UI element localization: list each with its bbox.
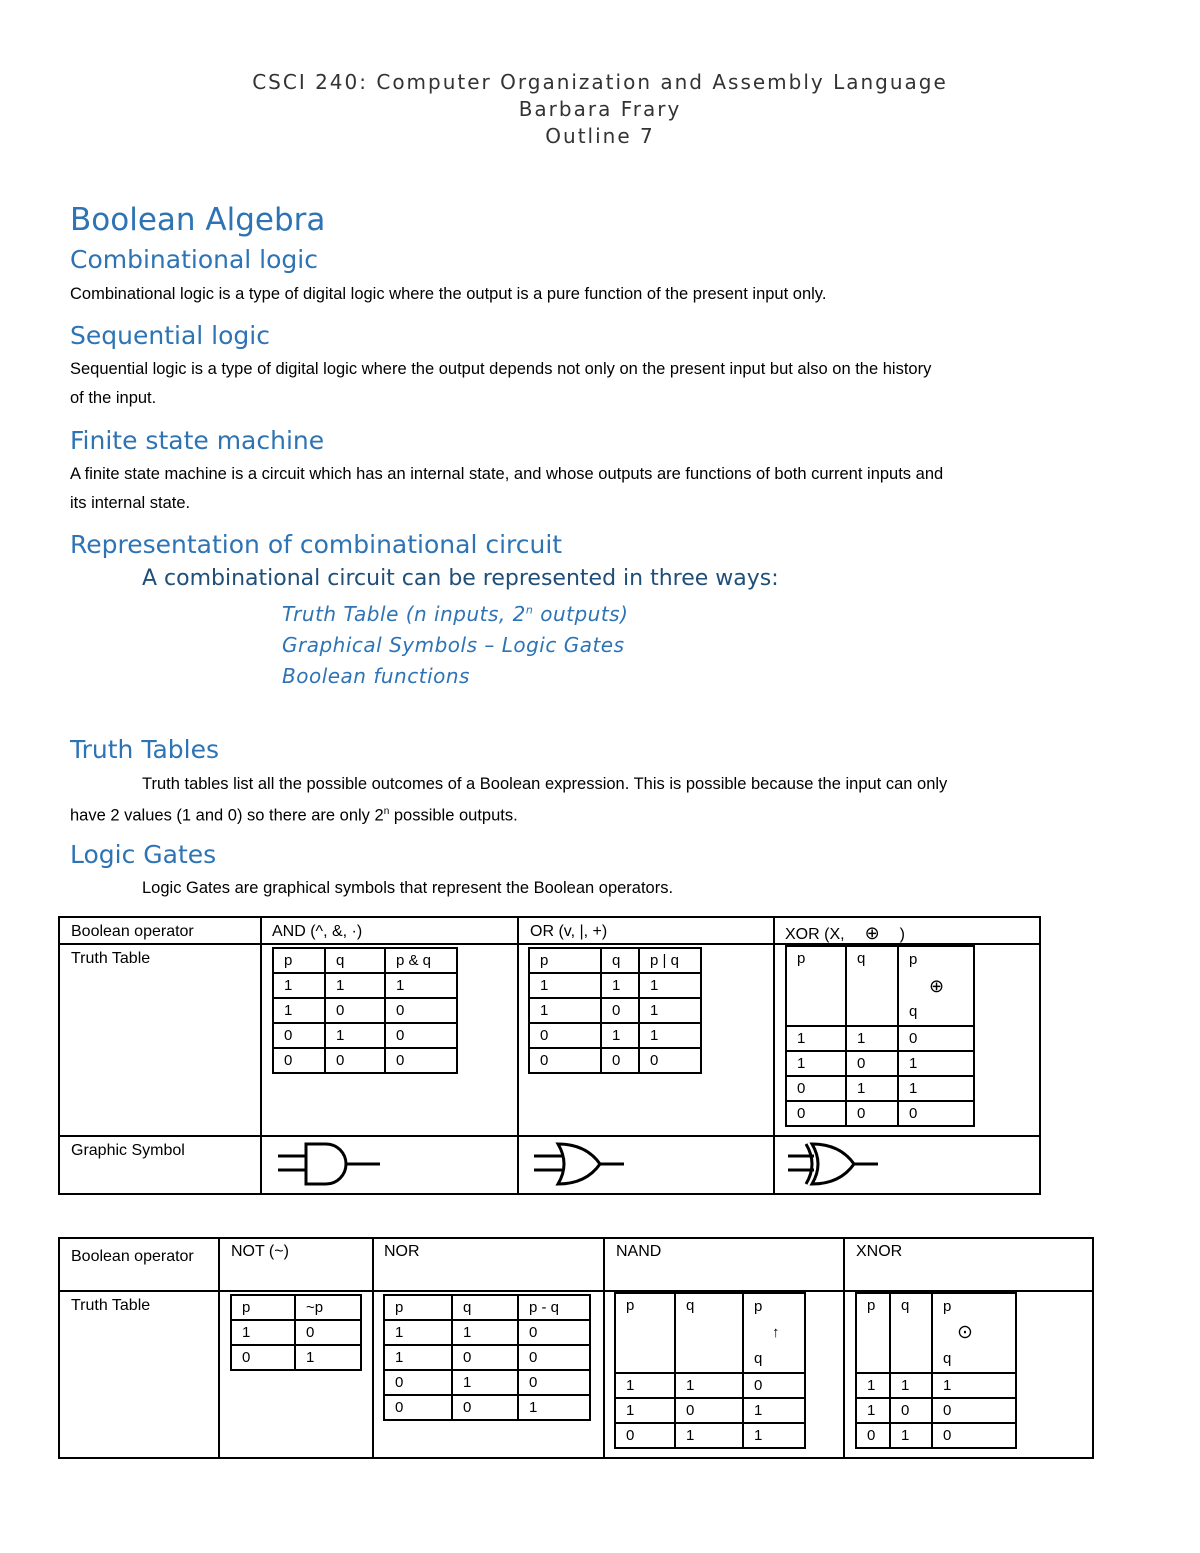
cell: 1 <box>529 973 601 998</box>
cell: 1 <box>452 1320 518 1345</box>
cell: 0 <box>385 1023 457 1048</box>
cell: 0 <box>385 998 457 1023</box>
table-row <box>384 1395 590 1420</box>
xor-table-symbol: ⊕ <box>929 976 945 996</box>
tt-text-b: possible outputs. <box>389 806 518 825</box>
representation-item-truth-table <box>282 602 628 626</box>
cell: 1 <box>898 1076 974 1101</box>
cell: 0 <box>295 1320 361 1345</box>
cell: 0 <box>529 1023 601 1048</box>
cell-stacked <box>743 1293 805 1373</box>
cell: 0 <box>639 1048 701 1073</box>
heading-logic-gates: Logic Gates <box>70 840 217 869</box>
cell: p & q <box>385 948 457 973</box>
cell: 0 <box>452 1395 518 1420</box>
table-row <box>529 948 701 973</box>
cell: p <box>615 1293 675 1373</box>
table-row <box>786 1076 974 1101</box>
cell: 1 <box>743 1398 805 1423</box>
xnor-symbol: ⊙ <box>957 1322 973 1343</box>
cell: 1 <box>856 1373 890 1398</box>
cell: 1 <box>615 1398 675 1423</box>
cell: 1 <box>384 1345 452 1370</box>
cell: p <box>384 1295 452 1320</box>
and-label: AND (^, &, ·) <box>272 923 363 940</box>
table-row <box>273 973 457 998</box>
cell: 1 <box>786 1026 846 1051</box>
xor-label <box>785 923 905 944</box>
cell: 1 <box>273 973 325 998</box>
cell: 1 <box>675 1373 743 1398</box>
cell: 0 <box>898 1026 974 1051</box>
nand-arrow-symbol: ↑ <box>772 1324 780 1341</box>
course-title: CSCI 240: Computer Organization and Assembly Language <box>252 70 948 94</box>
item1-text-a: Truth Table (n inputs, 2 <box>282 602 526 626</box>
head-p: p <box>909 951 918 968</box>
cell: 1 <box>890 1423 932 1448</box>
table-row <box>231 1295 361 1320</box>
t1-label-truth-table: Truth Table <box>71 950 151 967</box>
cell: 0 <box>384 1370 452 1395</box>
nor-label: NOR <box>384 1243 420 1260</box>
cell: 0 <box>273 1023 325 1048</box>
sequential-text-2: of the input. <box>70 389 157 407</box>
not-truth-table <box>230 1294 362 1371</box>
cell: 0 <box>231 1345 295 1370</box>
representation-item-functions: Boolean functions <box>282 664 470 688</box>
cell: 0 <box>529 1048 601 1073</box>
cell: 0 <box>601 1048 639 1073</box>
cell: 0 <box>786 1076 846 1101</box>
cell: 1 <box>231 1320 295 1345</box>
cell: 0 <box>385 1048 457 1073</box>
cell: p <box>273 948 325 973</box>
nand-truth-table <box>614 1292 806 1449</box>
heading-sequential: Sequential logic <box>70 321 270 350</box>
t1-divider-2 <box>517 916 519 1193</box>
cell: q <box>846 946 898 1026</box>
cell: p | q <box>639 948 701 973</box>
cell: p <box>786 946 846 1026</box>
nand-label: NAND <box>616 1243 662 1260</box>
cell: 0 <box>743 1373 805 1398</box>
t2-divider-2 <box>372 1237 374 1457</box>
cell-stacked <box>898 946 974 1026</box>
table-row <box>529 1023 701 1048</box>
xor-gate-icon <box>786 1140 886 1190</box>
and-gate-icon <box>278 1140 388 1190</box>
or-gate-icon <box>532 1140 632 1190</box>
cell: 1 <box>273 998 325 1023</box>
table-row <box>856 1423 1016 1448</box>
cell: 1 <box>325 973 385 998</box>
heading-representation: Representation of combinational circuit <box>70 530 563 559</box>
cell: 1 <box>890 1373 932 1398</box>
cell: 1 <box>325 1023 385 1048</box>
cell: 1 <box>295 1345 361 1370</box>
table-row <box>273 1048 457 1073</box>
xor-symbol: ⊕ <box>864 923 880 943</box>
cell: 0 <box>615 1423 675 1448</box>
t1-label-graphic: Graphic Symbol <box>71 1142 185 1159</box>
head-p: p <box>754 1298 763 1315</box>
cell: 1 <box>529 998 601 1023</box>
cell: ~p <box>295 1295 361 1320</box>
t1-divider-1 <box>260 916 262 1193</box>
cell: 1 <box>786 1051 846 1076</box>
not-label: NOT (~) <box>231 1243 289 1260</box>
table-row <box>273 948 457 973</box>
xor-label-b: ) <box>899 926 905 943</box>
nor-truth-table <box>383 1294 591 1421</box>
table-row <box>231 1345 361 1370</box>
xnor-truth-table <box>855 1292 1017 1449</box>
and-truth-table <box>272 947 458 1074</box>
table-row <box>615 1293 805 1373</box>
t1-divider-3 <box>773 916 775 1193</box>
table-row <box>786 1051 974 1076</box>
t2-divider-1 <box>218 1237 220 1457</box>
t1-label-operator: Boolean operator <box>71 923 194 940</box>
tt-text-a: have 2 values (1 and 0) so there are only 2 <box>70 806 384 825</box>
cell: 1 <box>898 1051 974 1076</box>
cell: 0 <box>932 1398 1016 1423</box>
table-row <box>384 1320 590 1345</box>
head-q: q <box>909 1003 918 1020</box>
cell: 0 <box>898 1101 974 1126</box>
cell: 0 <box>856 1423 890 1448</box>
table-row <box>856 1293 1016 1373</box>
fsm-text-2: its internal state. <box>70 494 191 512</box>
cell: 1 <box>639 998 701 1023</box>
cell: 0 <box>786 1101 846 1126</box>
item1-text-b: outputs) <box>533 602 629 626</box>
head-p: p <box>943 1298 952 1315</box>
table-row <box>273 1023 457 1048</box>
outline-label: Outline 7 <box>545 124 655 148</box>
cell: 0 <box>518 1345 590 1370</box>
cell: 1 <box>932 1373 1016 1398</box>
cell: 0 <box>325 1048 385 1073</box>
cell: 1 <box>518 1395 590 1420</box>
cell: 0 <box>601 998 639 1023</box>
sequential-text-1: Sequential logic is a type of digital logic where the output depends not only on the present input but also on the history <box>70 360 932 378</box>
t2-label-truth-table: Truth Table <box>71 1297 151 1314</box>
cell: 0 <box>273 1048 325 1073</box>
cell-stacked <box>932 1293 1016 1373</box>
table-row <box>615 1373 805 1398</box>
table-row <box>529 973 701 998</box>
cell: 0 <box>932 1423 1016 1448</box>
heading-truth-tables: Truth Tables <box>70 735 219 764</box>
item1-sup: n <box>525 603 534 617</box>
logic-gates-text: Logic Gates are graphical symbols that represent the Boolean operators. <box>142 879 674 897</box>
xor-truth-table <box>785 945 975 1127</box>
head-q: q <box>943 1350 952 1367</box>
table-row <box>615 1423 805 1448</box>
cell: 0 <box>846 1051 898 1076</box>
cell: 1 <box>846 1076 898 1101</box>
cell: 1 <box>856 1398 890 1423</box>
table-row <box>384 1345 590 1370</box>
truth-tables-text-2 <box>70 798 1140 830</box>
cell: q <box>452 1295 518 1320</box>
cell: p <box>529 948 601 973</box>
cell: 1 <box>452 1370 518 1395</box>
table-row <box>384 1370 590 1395</box>
table-row <box>384 1295 590 1320</box>
cell: 0 <box>384 1395 452 1420</box>
table-row <box>529 1048 701 1073</box>
table-row <box>786 1101 974 1126</box>
cell: 0 <box>518 1370 590 1395</box>
head-q: q <box>754 1350 763 1367</box>
t1-hline-2 <box>58 1135 1039 1137</box>
cell: 0 <box>325 998 385 1023</box>
table-row <box>856 1398 1016 1423</box>
combinational-text: Combinational logic is a type of digital logic where the output is a pure function of the present input only. <box>70 285 827 303</box>
heading-combinational: Combinational logic <box>70 245 318 274</box>
cell: p - q <box>518 1295 590 1320</box>
cell: q <box>890 1293 932 1373</box>
table-row <box>529 998 701 1023</box>
author-name: Barbara Frary <box>518 97 682 121</box>
fsm-text-1: A finite state machine is a circuit which has an internal state, and whose outputs are functions of both current inputs and <box>70 465 944 483</box>
xor-label-a: XOR (X, <box>785 926 845 943</box>
cell: q <box>325 948 385 973</box>
page-title: Boolean Algebra <box>70 202 326 238</box>
cell: 1 <box>846 1026 898 1051</box>
cell: 1 <box>639 973 701 998</box>
or-truth-table <box>528 947 702 1074</box>
xnor-label: XNOR <box>856 1243 903 1260</box>
or-label: OR (v, |, +) <box>530 923 608 940</box>
cell: 1 <box>743 1423 805 1448</box>
cell: q <box>601 948 639 973</box>
cell: 0 <box>518 1320 590 1345</box>
cell: 1 <box>601 973 639 998</box>
cell: 0 <box>675 1398 743 1423</box>
t2-divider-3 <box>603 1237 605 1457</box>
cell: 1 <box>615 1373 675 1398</box>
table-row <box>856 1373 1016 1398</box>
heading-fsm: Finite state machine <box>70 426 325 455</box>
table-row <box>786 1026 974 1051</box>
representation-sub: A combinational circuit can be represented in three ways: <box>142 566 779 591</box>
cell: q <box>675 1293 743 1373</box>
table-row <box>273 998 457 1023</box>
t2-label-operator: Boolean operator <box>71 1248 194 1265</box>
table-row <box>615 1398 805 1423</box>
cell: 1 <box>385 973 457 998</box>
table-row <box>786 946 974 1026</box>
cell: 0 <box>890 1398 932 1423</box>
cell: 1 <box>639 1023 701 1048</box>
representation-item-graphical: Graphical Symbols – Logic Gates <box>282 633 625 657</box>
table-row <box>231 1320 361 1345</box>
cell: 0 <box>846 1101 898 1126</box>
cell: p <box>856 1293 890 1373</box>
cell: 0 <box>452 1345 518 1370</box>
cell: 1 <box>601 1023 639 1048</box>
tt-sup: n <box>383 806 390 817</box>
truth-tables-text-1: Truth tables list all the possible outcomes of a Boolean expression. This is possible because the input can only <box>142 775 948 793</box>
cell: 1 <box>675 1423 743 1448</box>
cell: p <box>231 1295 295 1320</box>
t2-divider-4 <box>843 1237 845 1457</box>
cell: 1 <box>384 1320 452 1345</box>
